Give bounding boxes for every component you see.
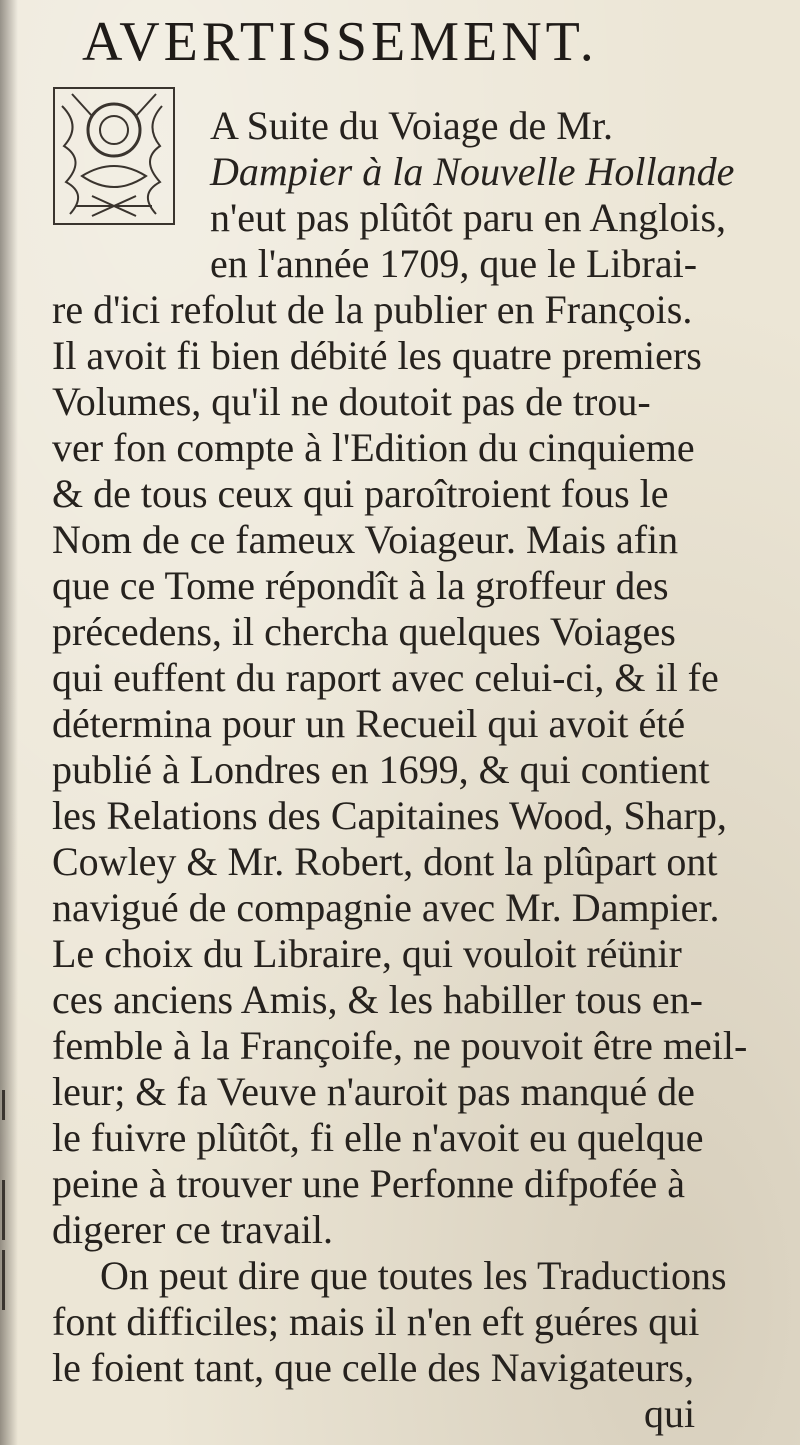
text-line: Nom de ce fameux Voiageur. Mais afin xyxy=(52,517,679,562)
text-line: Il avoit fi bien débité les quatre premiers xyxy=(52,333,702,378)
text-line: peine à trouver une Perfonne difpofée à xyxy=(52,1161,686,1206)
text-line: re d'ici refolut de la publier en François. xyxy=(52,287,693,332)
text-line: ces anciens Amis, & les habiller tous en- xyxy=(52,977,703,1022)
text-line: détermina pour un Recueil qui avoit été xyxy=(52,701,686,746)
text-line: qui euffent du raport avec celui-ci, & il fe xyxy=(52,655,719,700)
text-line: n'eut pas plûtôt paru en Anglois, xyxy=(210,195,727,240)
text-line: On peut dire que toutes les Traductions xyxy=(100,1253,727,1298)
text-line: précedens, il chercha quelques Voiages xyxy=(52,609,676,654)
text-line: le fuivre plûtôt, fi elle n'avoit eu quelque xyxy=(52,1115,704,1160)
margin-rule xyxy=(2,1180,5,1240)
text-line: A Suite du Voiage de Mr. xyxy=(210,103,613,148)
text-line: que ce Tome répondît à la groffeur des xyxy=(52,563,669,608)
text-line: digerer ce travail. xyxy=(52,1207,333,1252)
text-line: ver fon compte à l'Edition du cinquieme xyxy=(52,425,695,470)
text-line: navigué de compagnie avec Mr. Dampier. xyxy=(52,885,720,930)
text-line: Le choix du Libraire, qui vouloit réünir xyxy=(52,931,682,976)
text-line: font difficiles; mais il n'en eft guéres qui xyxy=(52,1299,700,1344)
text-line: publié à Londres en 1699, & qui contient xyxy=(52,747,710,792)
text-line: les Relations des Capitaines Wood, Sharp, xyxy=(52,793,727,838)
margin-rule xyxy=(2,1090,5,1120)
text-line: femble à la Françoife, ne pouvoit être meil- xyxy=(52,1023,748,1068)
text-line: leur; & fa Veuve n'auroit pas manqué de xyxy=(52,1069,695,1114)
text-line: le foient tant, que celle des Navigateurs, xyxy=(52,1345,694,1390)
margin-rule xyxy=(2,1250,5,1310)
text-line: en l'année 1709, que le Librai- xyxy=(210,241,698,286)
text-line: Dampier à la Nouvelle Hollande xyxy=(210,149,735,194)
text-line: & de tous ceux qui paroîtroient fous le xyxy=(52,471,669,516)
decorated-initial-ornament-icon xyxy=(52,86,176,226)
catchword: qui xyxy=(644,1391,696,1436)
text-line: Cowley & Mr. Robert, dont la plûpart ont xyxy=(52,839,718,884)
text-line: Volumes, qu'il ne doutoit pas de trou- xyxy=(52,379,651,424)
page-heading: AVERTISSEMENT. xyxy=(82,11,598,73)
